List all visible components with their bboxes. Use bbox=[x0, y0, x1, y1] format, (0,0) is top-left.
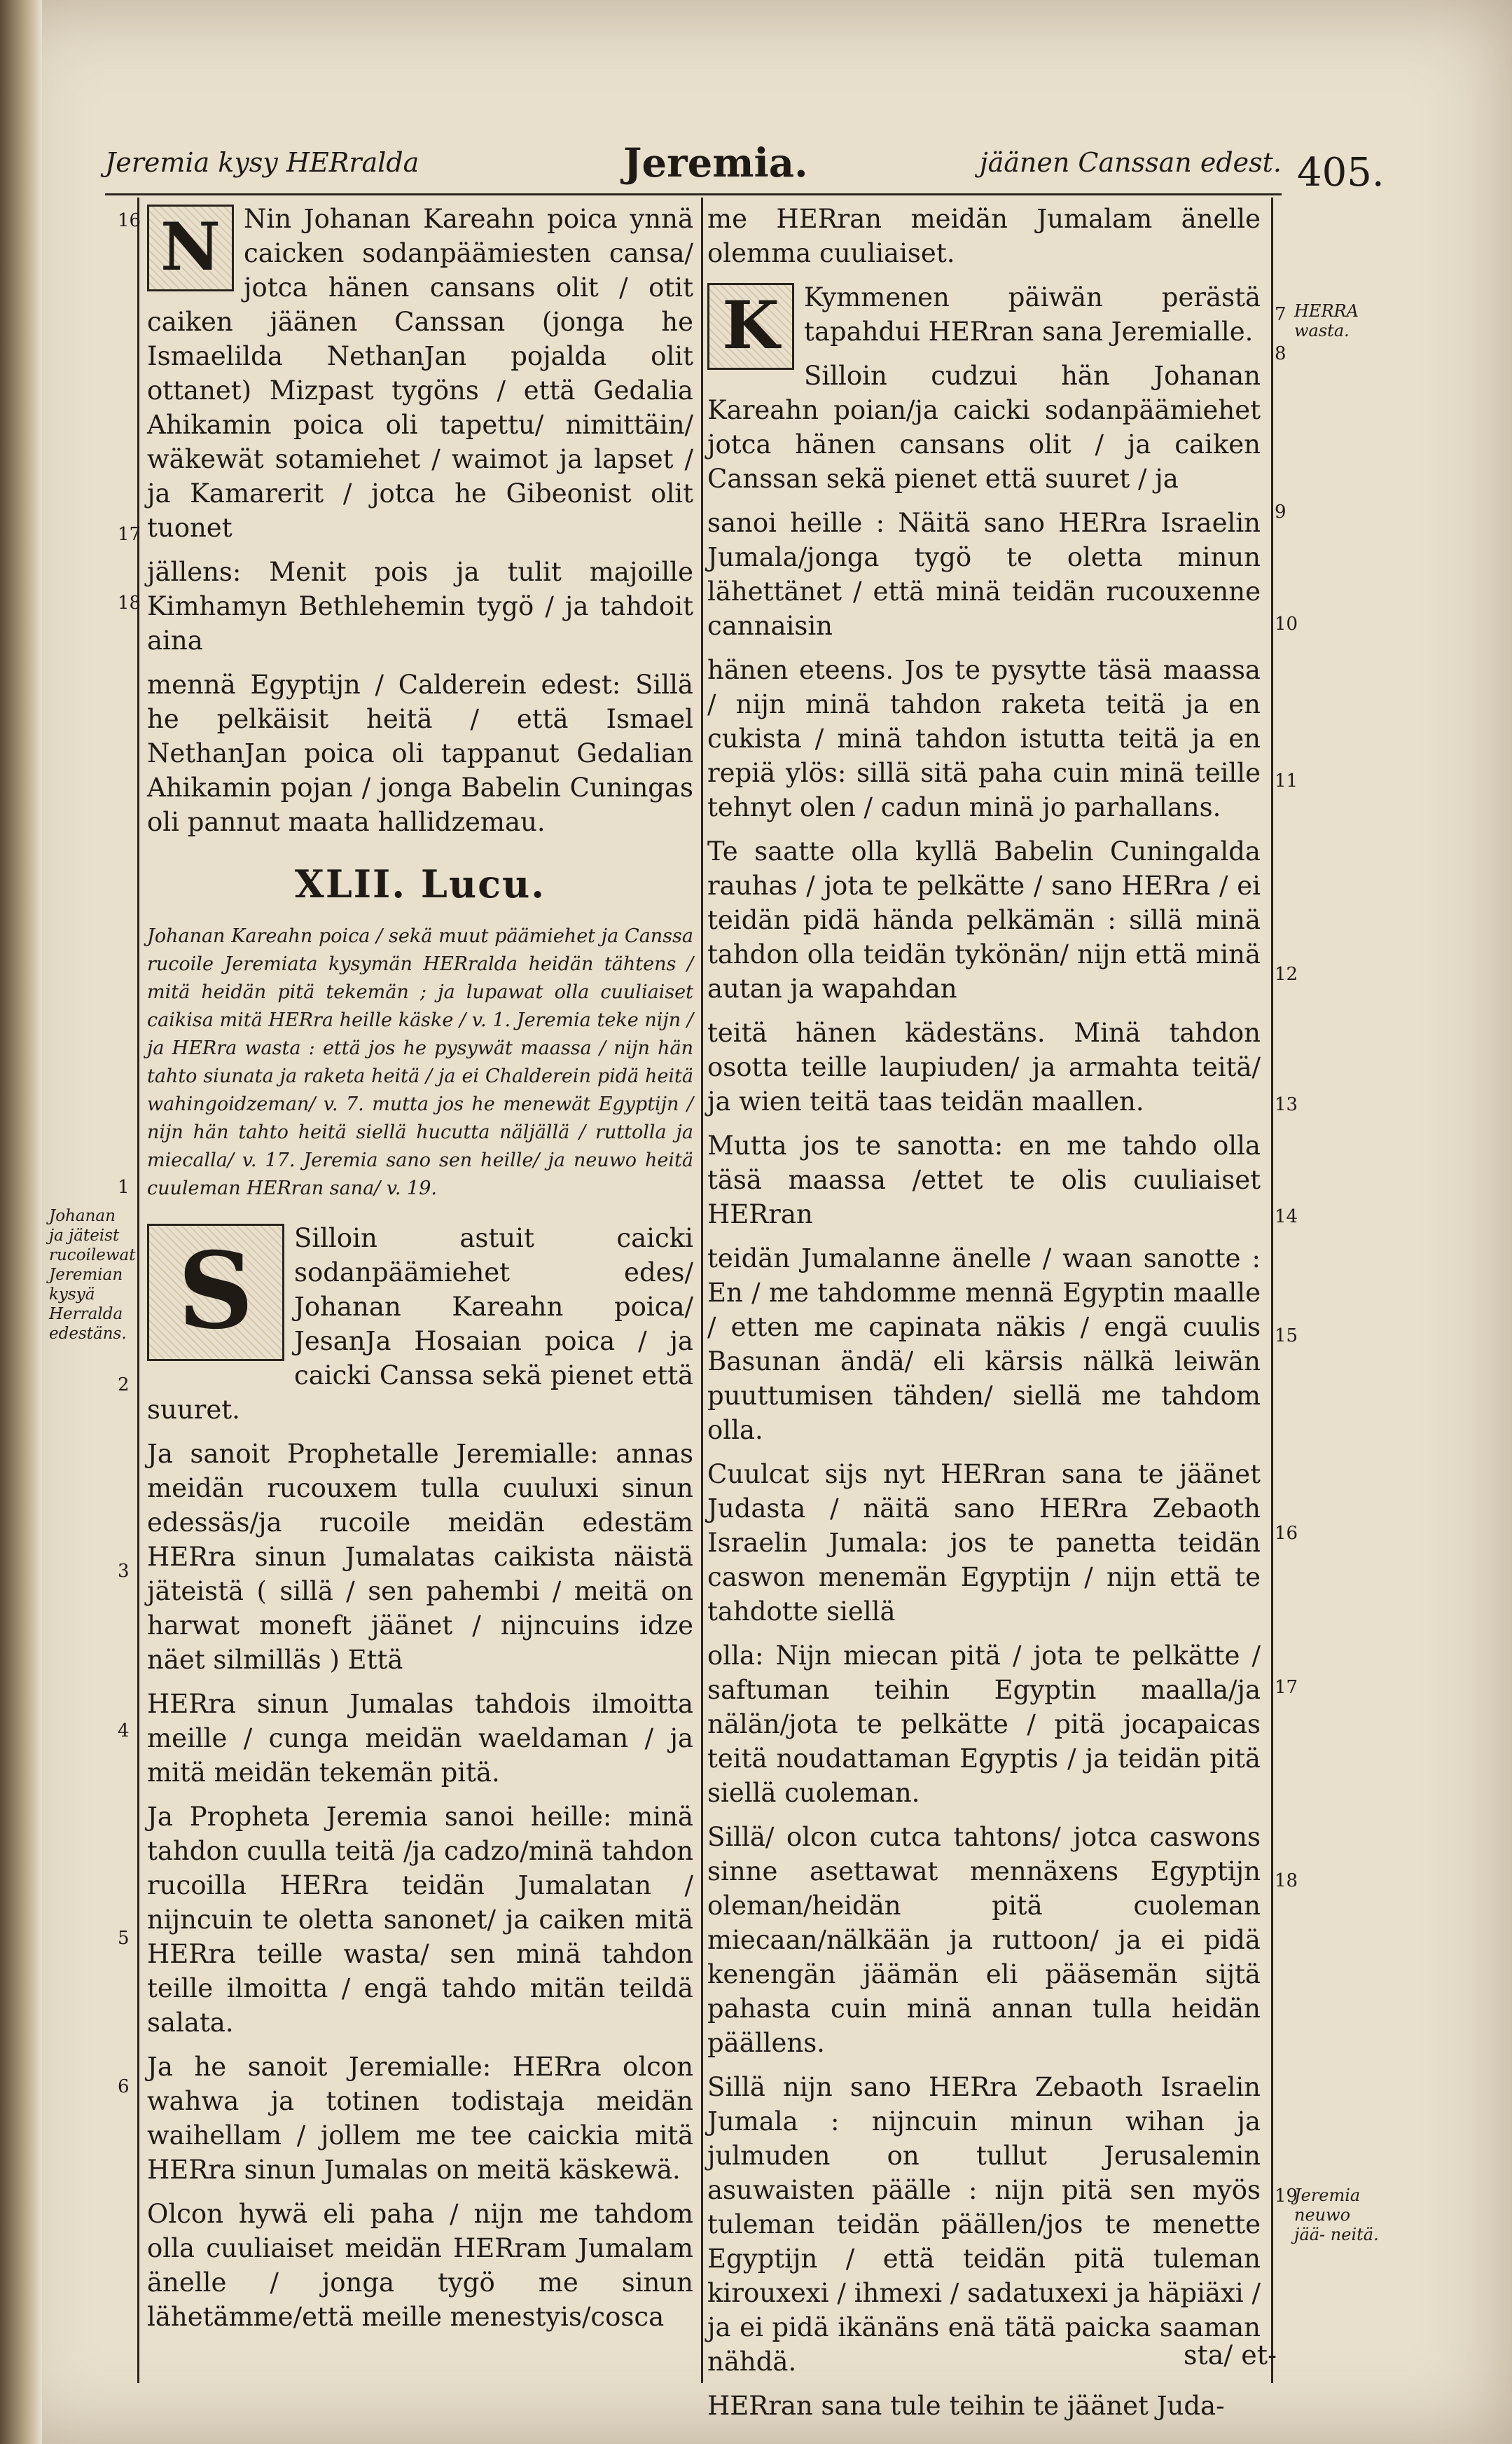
verse-16: olla: Nijn miecan pitä / jota te pelkätte / saftuman teihin Egyptin maalla/ja nälän/jota te pelkätte / pitä jocapaicas teitä noudattaman Egyptis / ja teidän pitä siellä cuoleman. bbox=[707, 1641, 1261, 1808]
verse-number: 17 bbox=[118, 524, 141, 545]
verse-17: jällens: Menit pois ja tulit majoille Kimhamyn Bethlehemin tygö / ja tahdoit aina bbox=[147, 557, 693, 656]
verse-number: 4 bbox=[118, 1720, 130, 1741]
decorated-initial-large: S bbox=[147, 1224, 284, 1361]
verse-number: 8 bbox=[1275, 343, 1286, 364]
verse-17: Sillä/ olcon cutca tahtons/ jotca caswons sinne asettawat mennäxens Egyptijn oleman/heidän pitä cuoleman miecaan/nälkään ja ruttoon/ ja ei pidä kenengän jäämän eli pääsemän sijtä pahasta cuin minä annan tulla heidän päällens. bbox=[707, 1822, 1261, 2058]
verse-number: 7 bbox=[1275, 304, 1286, 325]
verse-number: 13 bbox=[1275, 1094, 1298, 1115]
verse-13: Mutta jos te sanotta: en me tahdo olla täsä maassa /ettet te olis cuuliaiset HERran bbox=[707, 1131, 1261, 1229]
column-rule-right bbox=[1271, 198, 1273, 2383]
running-header bbox=[105, 140, 1282, 195]
verse-10: hänen eteens. Jos te pysytte täsä maassa / nijn minä tahdon raketa teitä ja en cukista / minä tahdon istutta teitä ja en repiä ylös: sillä sitä paha cuin minä teille tehnyt olen / cadun minä jo parhallans. bbox=[707, 655, 1261, 822]
verse-number: 16 bbox=[118, 210, 141, 231]
verse-number: 6 bbox=[118, 2076, 130, 2097]
verse-16: N Nin Johanan Kareahn poica ynnä caicken sodanpäämiesten cansa/ jotca hänen cansans olit / otit caiken jäänen Canssan (jonga he Ismaelilda NethanJan pojalda olit ottanet) Mizpast tygöns / että Gedalia Ahikamin poica oli tapettu/ nimittäin/ wäkewät sotamiehet / waimot ja lapset / ja Kamarerit / jotca he Gibeonist olit tuonet bbox=[147, 204, 693, 543]
verse-18: Sillä nijn sano HERra Zebaoth Israelin Jumala : nijncuin minun wihan ja julmuden on tullut Jerusalemin asuwaisten päälle : nijn pitä sen myös tuleman teidän päällen/jos te menette Egyptijn / että teidän pitä tuleman kirouxexi / ihmexi / sadatuxexi ja häpiäxi / ja ei pidä ikänäns enä tätä paicka saaman nähdä. bbox=[707, 2072, 1261, 2377]
verse-6: Olcon hywä eli paha / nijn me tahdom olla cuuliaiset meidän HERram Jumalam änelle / jonga tygö me sinun lähetämme/että meille menestyis/cosca bbox=[147, 2199, 693, 2332]
verse-8: Silloin cudzui hän Johanan Kareahn poian/ja caicki sodanpäämiehet jotca hänen cansans olit / ja caiken Canssan sekä pienet että suuret / ja bbox=[707, 361, 1261, 494]
verse-12: teitä hänen kädestäns. Minä tahdon osotta teille laupiuden/ ja armahta teitä/ ja wien teitä taas teidän maallen. bbox=[707, 1018, 1261, 1117]
header-title: Jeremia. bbox=[623, 140, 808, 186]
verse-number: 19 bbox=[1275, 2186, 1298, 2207]
column-rule-middle bbox=[701, 198, 703, 2383]
verse-18: mennä Egyptijn / Calderein edest: Sillä he pelkäisit heitä / että Ismael NethanJan poica oli tappanut Gedalian Ahikamin pojan / jonga Babelin Cuningas oli pannut maata hallidzemau. bbox=[147, 670, 693, 837]
verse-number: 16 bbox=[1275, 1523, 1298, 1544]
header-left: Jeremia kysy HERralda bbox=[105, 147, 419, 178]
chapter-heading: XLII. Lucu. bbox=[294, 862, 546, 906]
verse-number: 10 bbox=[1275, 614, 1298, 635]
verse-number: 14 bbox=[1275, 1206, 1298, 1227]
verse-number: 18 bbox=[1275, 1870, 1298, 1891]
decorated-initial: K bbox=[707, 283, 794, 370]
verse-number: 3 bbox=[118, 1561, 130, 1582]
margin-note-right-bottom: Jeremia neuwo jää- neitä. bbox=[1294, 2186, 1379, 2244]
verse-9: sanoi heille : Näitä sano HERra Israelin Jumala/jonga tygö te oletta minun lähettänet / että minä teidän rucouxenne cannaisin bbox=[707, 508, 1261, 641]
chapter-summary: Johanan Kareahn poica / sekä muut päämiehet ja Canssa rucoile Jeremiata kysymän HERralda heidän tähtens / mitä heidän pitä tekemän ; ja lupawat olla cuuliaiset caikisa mitä HERra heille käske / v. 1. Jeremia teke nijn / ja HERra wasta : että jos he pysywät maassa / nijn hän tahto siunata ja raketa heitä / ja ei Chalderein pidä heitä wahingoidzeman/ v. 7. mutta jos he menewät Egyptijn / nijn hän tahto heitä siellä hucutta näljällä / ruttolla ja miecalla/ v. 17. Jeremia sano sen heille/ ja neuwo heitä cuuleman HERran sana/ v. 19. bbox=[147, 925, 693, 1199]
verse-1: S Silloin astuit caicki sodanpäämiehet edes/ Johanan Kareahn poica/ JesanJa Hosaian poica / ja caicki Canssa sekä pienet että suuret. bbox=[147, 1223, 693, 1425]
left-column bbox=[147, 202, 693, 2344]
decorated-initial: N bbox=[147, 205, 234, 291]
right-column bbox=[707, 202, 1261, 2433]
verse-number: 15 bbox=[1275, 1325, 1298, 1346]
verse-number: 9 bbox=[1275, 502, 1286, 523]
margin-note-left: Johanan ja jäteist rucoilewat Jeremian kysyä Herralda edestäns. bbox=[49, 1207, 136, 1343]
verse-number: 18 bbox=[118, 593, 141, 614]
verse-19: HERran sana tule teihin te jäänet Juda- bbox=[707, 2391, 1225, 2421]
verse-5: Ja he sanoit Jeremialle: HERra olcon wahwa ja totinen todistaja meidän waihellam / jollem me tee caickia mitä HERra sinun Jumalas on meitä käskewä. bbox=[147, 2052, 693, 2185]
verse-15: Cuulcat sijs nyt HERran sana te jäänet Judasta / näitä sano HERra Zebaoth Israelin Jumala: jos te panetta teidän caswon menemän Egyptijn / nijn että te tahdotte siellä bbox=[707, 1459, 1261, 1627]
verse-4: Ja Propheta Jeremia sanoi heille: minä tahdon cuulla teitä /ja cadzo/minä tahdon rucoilla HERra teidän Jumalatan / nijncuin te oletta sanonet/ ja caiken mitä HERra teille wasta/ sen minä tahdon teille ilmoitta / engä tahdo mitän teildä salata. bbox=[147, 1802, 693, 2038]
margin-note-right-top: HERRA wasta. bbox=[1294, 301, 1359, 340]
verse-number: 17 bbox=[1275, 1677, 1298, 1698]
header-right: jäänen Canssan edest. bbox=[979, 147, 1282, 178]
verse-14: teidän Jumalanne änelle / waan sanotte : En / me tahdomme mennä Egyptin maalle / etten me capinata näkis / engä cuulis Basunan ändä/ eli kärsis nälkä leiwän puuttumisen tähden/ siellä me tahdom olla. bbox=[707, 1243, 1261, 1445]
verse-2: Ja sanoit Prophetalle Jeremialle: annas meidän rucouxem tulla cuuluxi sinun edessäs/ja rucoile meidän edestäm HERra sinun Jumalatas caikista näistä jäteistä ( sillä / sen pahembi / meitä on harwat moneft jäänet / nijncuins idze näet silmilläs ) Että bbox=[147, 1439, 693, 1675]
verse-3: HERra sinun Jumalas tahdois ilmoitta meille / cunga meidän waeldaman / ja mitä meidän tekemän pitä. bbox=[147, 1689, 693, 1788]
verse-number: 2 bbox=[118, 1374, 130, 1395]
verse-number: 11 bbox=[1275, 771, 1298, 792]
verse-number: 12 bbox=[1275, 964, 1298, 985]
verse-number: 5 bbox=[118, 1928, 130, 1949]
book-spine-shadow bbox=[0, 0, 42, 2444]
verse-6-continuation: me HERran meidän Jumalam änelle olemma cuuliaiset. bbox=[707, 204, 1261, 268]
verse-number: 1 bbox=[118, 1177, 130, 1198]
verse-7: K Kymmenen päiwän perästä tapahdui HERran sana Jeremialle. bbox=[707, 280, 1261, 349]
page-number: 405. bbox=[1297, 150, 1385, 195]
verse-11: Te saatte olla kyllä Babelin Cuningalda rauhas / jota te pelkätte / sano HERra / ei teidän pidä hända pelkämän : sillä minä tahdon olla teidän tykönän/ nijn että minä autan ja wapahdan bbox=[707, 836, 1261, 1004]
catchword: sta/ et- bbox=[1184, 2340, 1277, 2370]
